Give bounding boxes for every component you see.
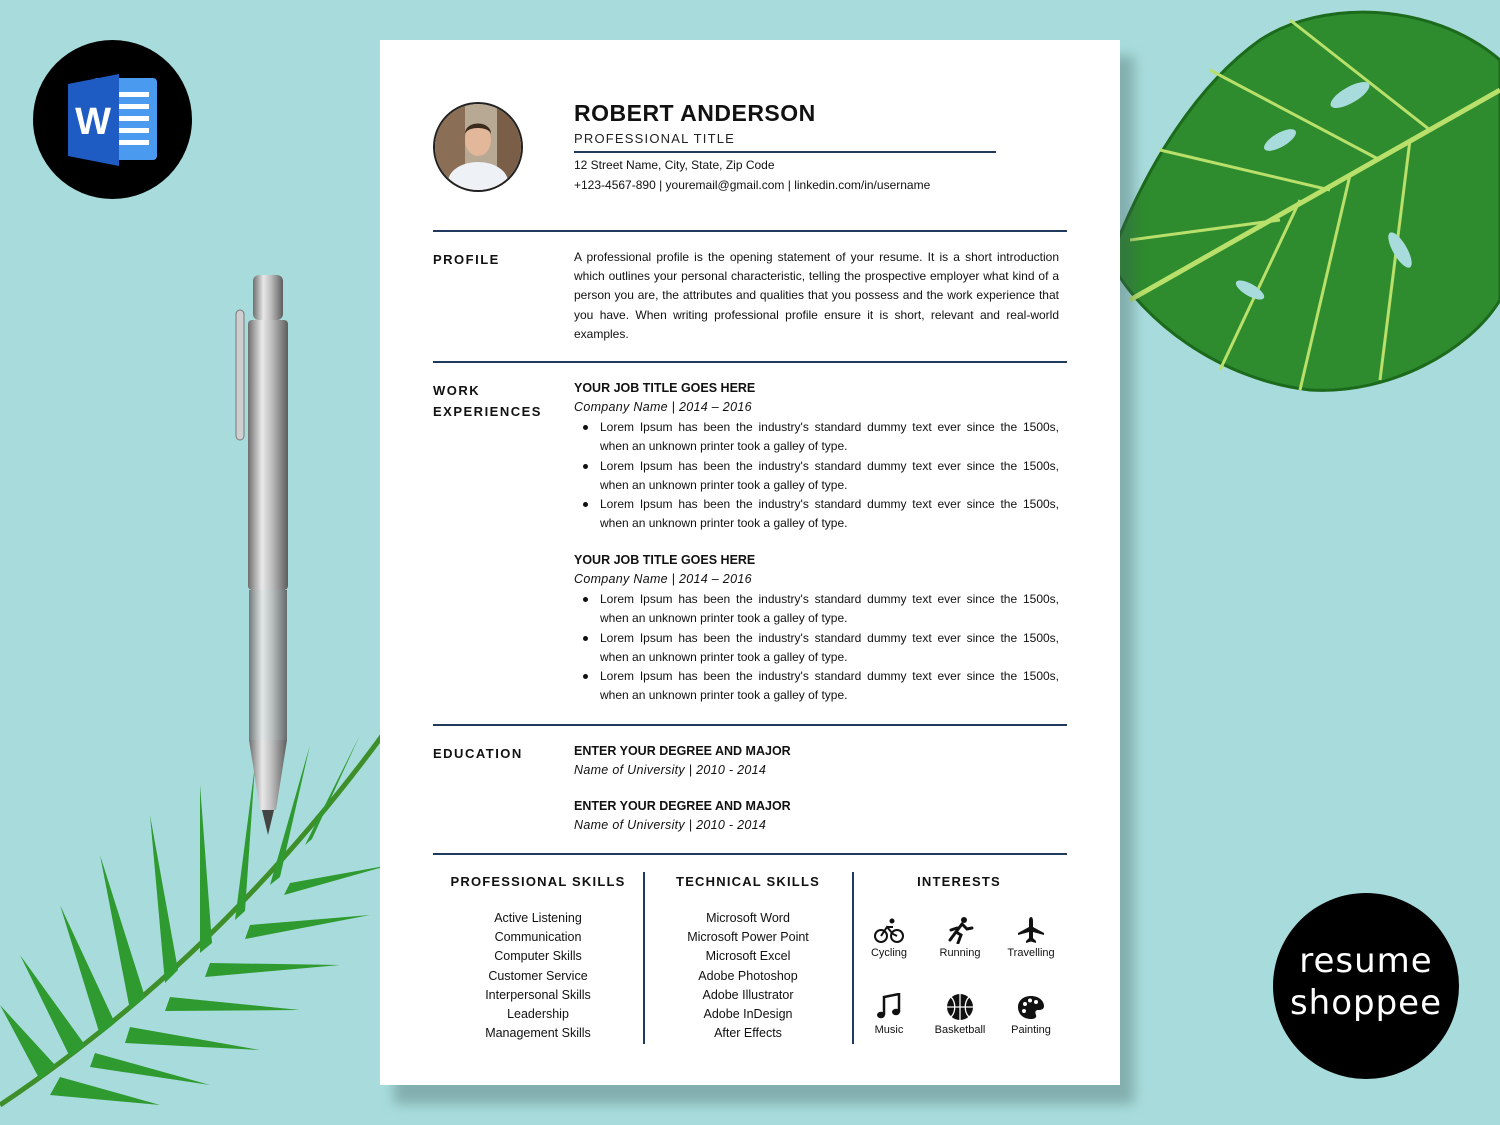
resume-shoppee-logo [1273,893,1459,1079]
job-title: YOUR JOB TITLE GOES HERE [574,381,756,395]
airplane-icon [1016,916,1046,944]
skill-item: Microsoft Word [706,911,790,925]
skill-item: Microsoft Excel [705,949,791,964]
interests-heading: INTERESTS [917,874,1001,889]
divider [433,230,1067,232]
interest-label: Running [939,947,981,959]
skill-item: Interpersonal Skills [485,987,591,1002]
skill-item: Adobe Photoshop [698,968,798,983]
header-rule [574,151,996,153]
divider [433,724,1067,726]
interest-label: Basketball [934,1024,986,1036]
bullet-item: Lorem Ipsum has been the industry's standard dummy text ever since the 1500s, when an unknown printer took a galley of type. [574,418,1059,457]
skill-item: Leadership [507,1007,569,1022]
running-icon [945,916,975,944]
pen-decoration [228,270,298,840]
interest-running [925,916,995,959]
company-line: Company Name | 2014 – 2016 [574,400,752,414]
word-logo-badge [33,40,192,199]
svg-text:W: W [75,101,111,143]
professional-title: PROFESSIONAL TITLE [574,131,736,146]
work-heading [433,380,542,422]
skill-item: Computer Skills [494,949,582,964]
interest-label: Cycling [870,947,908,959]
degree: ENTER YOUR DEGREE AND MAJOR [574,744,791,758]
university-line: Name of University | 2010 - 2014 [574,818,767,832]
person-name: ROBERT ANDERSON [574,100,816,126]
brand-line-1: resume [1299,941,1433,981]
job-bullets [574,418,1059,534]
bullet-item: Lorem Ipsum has been the industry's standard dummy text ever since the 1500s, when an unknown printer took a galley of type. [574,495,1059,534]
interest-label: Painting [1011,1024,1051,1036]
palette-icon [1016,993,1046,1021]
work-heading-line2: EXPERIENCES [433,404,542,419]
profile-text: A professional profile is the opening statement of your resume. It is a short introduction which outlines your personal characteristic, telling the prospective employer what kind of a person you are, the attributes and qualities that you possess and the work experience that you have. When writing professional profile ensure it is short, relevant and real-world examples. [574,250,1059,341]
skill-item: After Effects [714,1026,782,1041]
work-heading-line1: WORK [433,383,481,398]
job-title: YOUR JOB TITLE GOES HERE [574,553,756,567]
professional-skills-list [433,909,643,1043]
music-note-icon [874,993,904,1021]
monstera-leaf-decoration [1100,0,1500,400]
bullet-item: Lorem Ipsum has been the industry's standard dummy text ever since the 1500s, when an unknown printer took a galley of type. [574,590,1059,629]
profile-heading: PROFILE [433,252,500,267]
skill-item: Communication [494,930,582,945]
bicycle-icon [874,916,904,944]
technical-skills-list [645,909,851,1043]
education-heading: EDUCATION [433,746,523,761]
company-line: Company Name | 2014 – 2016 [574,572,752,586]
divider [433,361,1067,363]
interest-cycling [854,916,924,959]
divider [433,853,1067,855]
skill-item: Microsoft Power Point [687,930,809,945]
interest-label: Music [874,1024,904,1036]
basketball-icon [945,993,975,1021]
word-icon [33,40,192,199]
skill-item: Management Skills [485,1026,591,1041]
palm-leaf-decoration [0,705,400,1125]
resume-page [380,40,1120,1085]
bullet-item: Lorem Ipsum has been the industry's standard dummy text ever since the 1500s, when an unknown printer took a galley of type. [574,629,1059,668]
interest-painting [996,993,1066,1036]
university-line: Name of University | 2010 - 2014 [574,763,767,777]
contact-line: +123-4567-890 | youremail@gmail.com | linkedin.com/in/username [574,178,931,192]
skill-item: Customer Service [488,968,588,983]
interest-basketball [925,993,995,1036]
profile-photo [433,102,523,192]
degree: ENTER YOUR DEGREE AND MAJOR [574,799,791,813]
interest-travelling [996,916,1066,959]
interest-label: Travelling [1007,947,1055,959]
professional-skills-heading: PROFESSIONAL SKILLS [450,874,626,889]
job-bullets [574,590,1059,706]
address: 12 Street Name, City, State, Zip Code [574,158,775,172]
skill-item: Adobe Illustrator [702,987,794,1002]
technical-skills-heading: TECHNICAL SKILLS [676,874,820,889]
skill-item: Adobe InDesign [703,1007,793,1022]
bullet-item: Lorem Ipsum has been the industry's standard dummy text ever since the 1500s, when an unknown printer took a galley of type. [574,667,1059,706]
bullet-item: Lorem Ipsum has been the industry's standard dummy text ever since the 1500s, when an unknown printer took a galley of type. [574,457,1059,496]
interest-music [854,993,924,1036]
brand-line-2: shoppee [1289,983,1443,1023]
skill-item: Active Listening [494,911,582,925]
